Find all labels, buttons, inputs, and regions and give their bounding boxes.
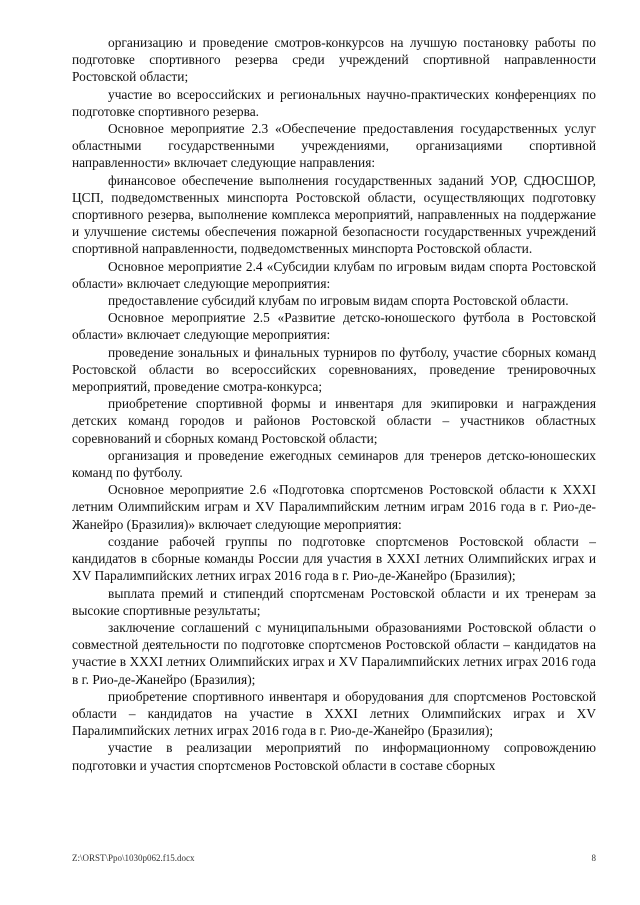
page-number: 8	[591, 853, 596, 863]
paragraph: приобретение спортивного инвентаря и оборудования для спортсменов Ростовской области – кандидатов на участие в XXXI летних Олимпийских играх и XV Паралимпийских летних играх 2016 года в г. Рио-де-Жанейро (Бразилия);	[72, 688, 596, 739]
paragraph: выплата премий и стипендий спортсменам Ростовской области и их тренерам за высокие спортивные результаты;	[72, 585, 596, 618]
paragraph: предоставление субсидий клубам по игровым видам спорта Ростовской области.	[108, 293, 569, 309]
paragraph: организация и проведение ежегодных семинаров для тренеров детско-юношеских команд по футболу.	[72, 447, 596, 481]
paragraph: создание рабочей группы по подготовке спортсменов Ростовской области – кандидатов в сборные команды России для участия в XXXI летних Олимпийских играх и XV Паралимпийских летних играх 2016 года в г. Рио-де-Жанейро (Бразилия);	[72, 533, 596, 584]
paragraph: организацию и проведение смотров-конкурсов на лучшую постановку работы по подготовке спортивного резерва среди учреждений спортивной направленности Ростовской области;	[72, 35, 596, 85]
paragraph: финансовое обеспечение выполнения государственных заданий УОР, СДЮСШОР, ЦСП, подведомственных минспорта Ростовской области, осуществляющих подготовку спортивного резерва, выполнение комплекса мероприятий, направленных на поддержание и улучшение системы обеспечения пожарной безопасности государственных учреждений спортивной направленности, подведомственных минспорта Ростовской области.	[72, 172, 596, 257]
paragraph: участие в реализации мероприятий по информационному сопровождению подготовки и участия спортсменов Ростовской области в составе сборных	[72, 740, 596, 773]
paragraph: проведение зональных и финальных турниров по футболу, участие сборных команд Ростовской области во всероссийских соревнованиях, проведение тренировочных мероприятий, проведение смотра-конкурса;	[72, 344, 596, 395]
paragraph: участие во всероссийских и региональных научно-практических конференциях по подготовке спортивного резерва.	[72, 86, 596, 119]
paragraph: Основное мероприятие 2.4 «Субсидии клубам по игровым видам спорта Ростовской области» включает следующие мероприятия:	[72, 258, 596, 291]
footer-file-path: Z:\ORST\Ppo\1030p062.f15.docx	[72, 853, 195, 863]
paragraph: Основное мероприятие 2.3 «Обеспечение предоставления государственных услуг областными государственными учреждениями, организациями спортивной направленности» включает следующие направления:	[72, 121, 596, 171]
document-body	[72, 34, 596, 774]
paragraph: Основное мероприятие 2.6 «Подготовка спортсменов Ростовской области к XXXI летним Олимпийским играм и XV Паралимпийским летним играм 2016 года в г. Рио-де-Жанейро (Бразилия)» включает следующие мероприятия:	[72, 482, 596, 532]
paragraph: заключение соглашений с муниципальными образованиями Ростовской области о совместной деятельности по подготовке спортсменов Ростовской области – кандидатов на участие в XXXI летних Олимпийских играх и XV Паралимпийских летних играх 2016 года в г. Рио-де-Жанейро (Бразилия);	[72, 619, 596, 687]
paragraph: приобретение спортивной формы и инвентаря для экипировки и награждения детских команд городов и районов Ростовской области – участников областных соревнований и сборных команд Ростовской области;	[72, 396, 596, 446]
paragraph: Основное мероприятие 2.5 «Развитие детско-юношеского футбола в Ростовской области» включает следующие мероприятия:	[72, 310, 596, 343]
